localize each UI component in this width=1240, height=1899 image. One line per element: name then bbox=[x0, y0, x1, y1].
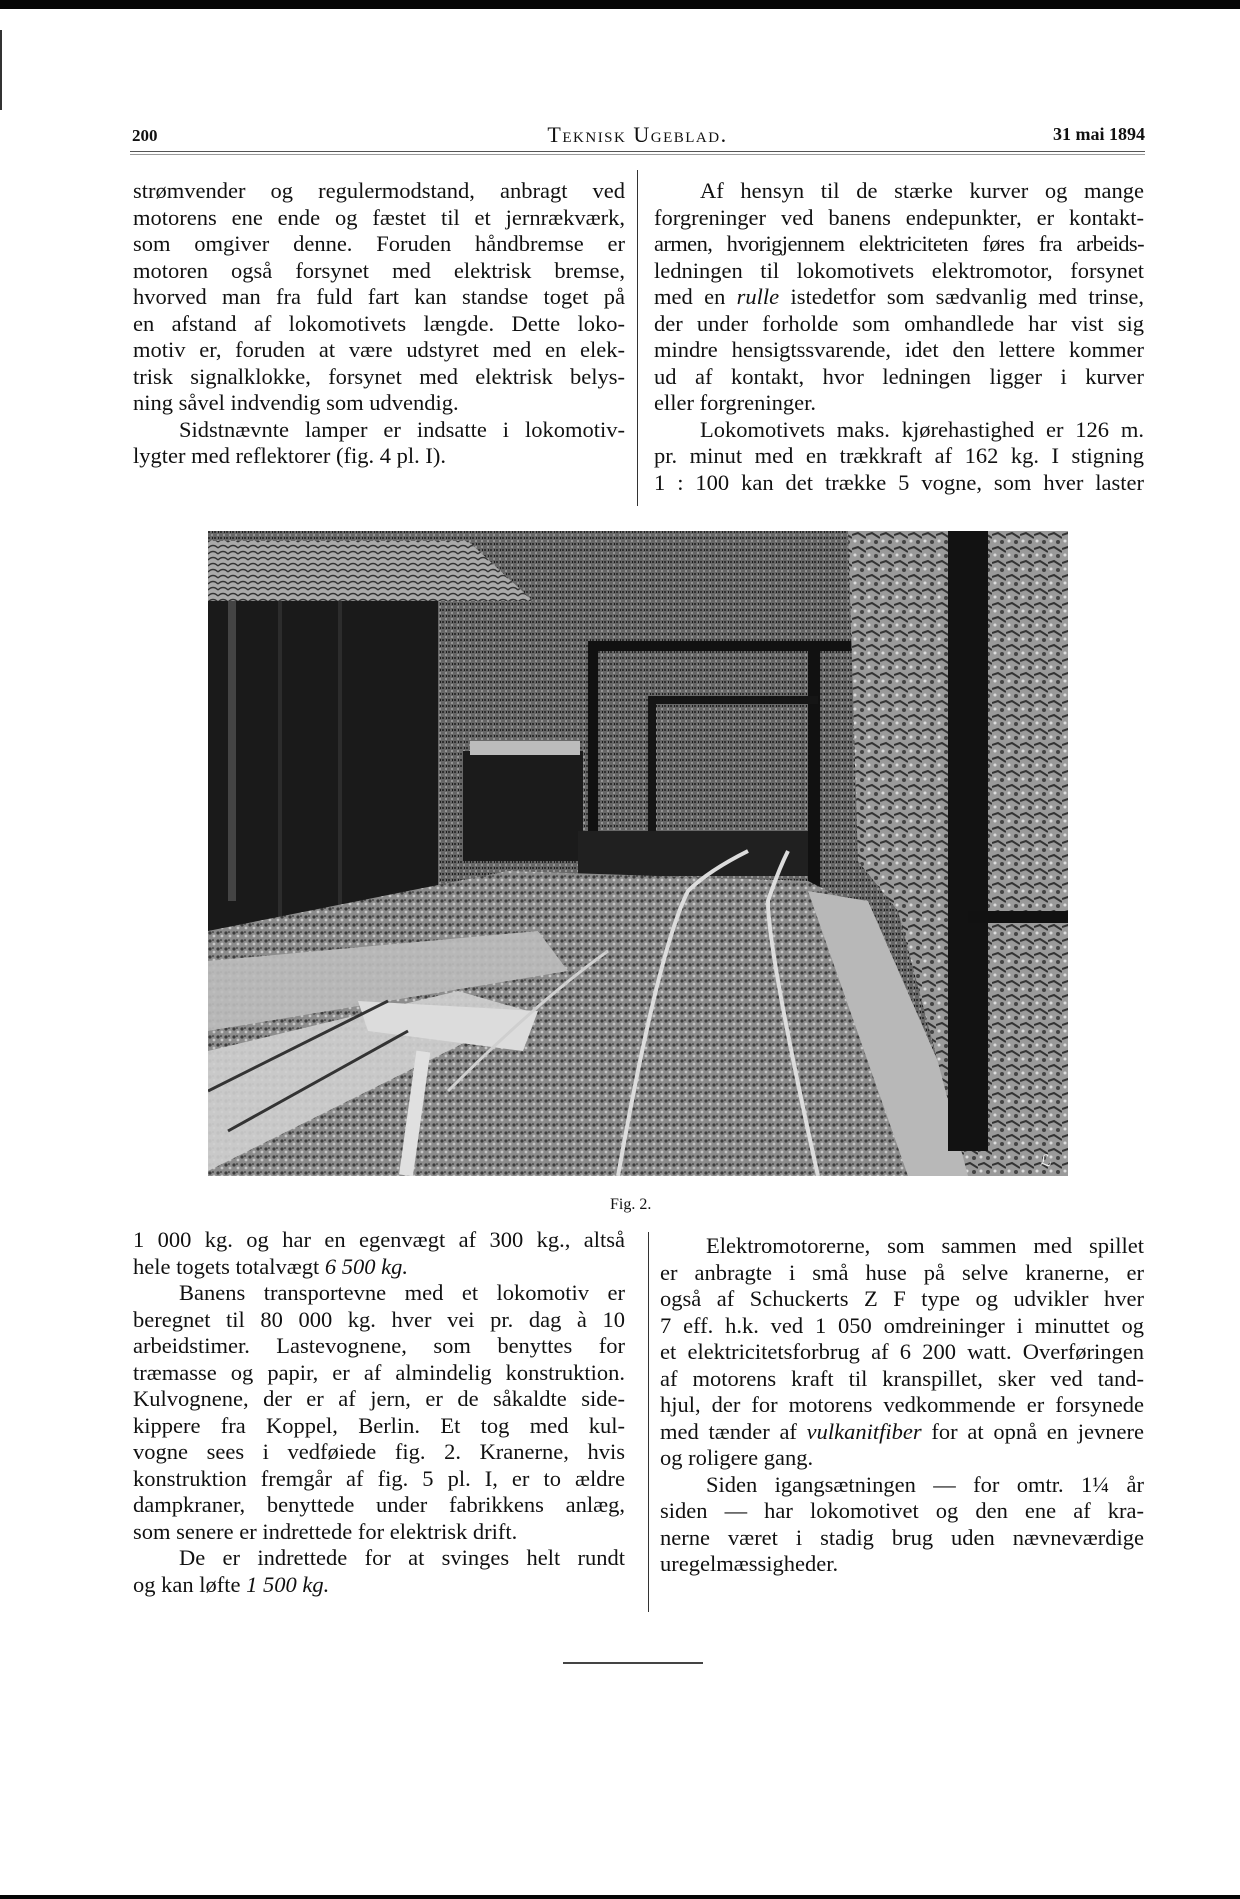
text-line bbox=[654, 284, 1144, 311]
text-run: med tænder af bbox=[660, 1418, 807, 1444]
text-line: Lokomotivets maks. kjørehastighed er 126 m. bbox=[700, 416, 1144, 442]
issue-date: 31 mai 1894 bbox=[1053, 124, 1145, 144]
header-rule-thin bbox=[130, 154, 1145, 155]
text-run: istedetfor som sædvanlig med trinse, bbox=[779, 284, 1144, 309]
emphasis-lift-capacity: 1 500 kg. bbox=[246, 1571, 330, 1597]
column-divider-bottom bbox=[648, 1232, 649, 1612]
text-line: mindre hensigtssvarende, idet den lettere kommer bbox=[654, 337, 1144, 362]
text-line: ud af kontakt, hvor ledningen ligger i kurver bbox=[654, 363, 1144, 389]
text-line: vogne sees i vedføiede fig. 2. Kranerne, hvis bbox=[133, 1439, 625, 1464]
running-header bbox=[130, 122, 1145, 148]
text-line: som senere er indrettede for elektrisk drift. bbox=[133, 1518, 518, 1544]
bottom-left-column bbox=[133, 1227, 625, 1598]
text-line: der under forholde som omhandlede har vist sig bbox=[654, 310, 1144, 336]
text-line: 1 000 kg. og har en egenvægt af 300 kg., altså bbox=[133, 1227, 625, 1252]
text-line: 7 eff. h.k. ved 1 050 omdreininger i minuttet og bbox=[660, 1312, 1144, 1338]
text-line: som omgiver denne. Foruden håndbremse er bbox=[133, 231, 625, 256]
text-line bbox=[133, 1572, 625, 1599]
text-line: er anbragte i små huse på selve kranerne, er bbox=[660, 1259, 1144, 1285]
text-line: Siden igangsætningen — for omtr. 1¼ år bbox=[706, 1471, 1144, 1497]
figure-2-photograph bbox=[208, 531, 1068, 1176]
text-line bbox=[660, 1419, 1144, 1446]
text-line: De er indrettede for at svinges helt rundt bbox=[179, 1545, 625, 1570]
engraver-mark: ℒ bbox=[1040, 1153, 1052, 1170]
emphasis-rulle: rulle bbox=[736, 284, 780, 309]
text-line: nerne været i stadig brug uden nævneværdige bbox=[660, 1524, 1144, 1550]
scan-left-edge bbox=[0, 30, 2, 110]
text-line: hvorved man fra fuld fart kan standse toget på bbox=[133, 284, 625, 309]
text-run: for at opnå en jevnere bbox=[921, 1418, 1144, 1444]
text-line: og roligere gang. bbox=[660, 1445, 814, 1470]
text-line: beregnet til 80 000 kg. hver vei pr. dag à 10 bbox=[133, 1306, 625, 1332]
text-line: en afstand af lokomotivets længde. Dette loko- bbox=[133, 310, 625, 336]
text-line: Banens transportevne med et lokomotiv er bbox=[179, 1280, 625, 1305]
railway-photo-illustration bbox=[208, 531, 1068, 1176]
emphasis-vulkanitfiber: vulkanitfiber bbox=[806, 1418, 922, 1444]
article-end-rule bbox=[563, 1662, 703, 1664]
text-line: motiv er, foruden at være udstyret med en elek- bbox=[133, 337, 625, 362]
text-line: af motorens kraft til kranspillet, sker ved tand- bbox=[660, 1365, 1144, 1391]
emphasis-total-weight: 6 500 kg. bbox=[324, 1253, 408, 1279]
scan-top-border bbox=[0, 0, 1240, 9]
text-line: arbeidstimer. Lastevognene, som benyttes for bbox=[133, 1333, 625, 1358]
text-line: ning såvel indvendig som udvendig. bbox=[133, 390, 459, 415]
text-line: Elektromotorerne, som sammen med spillet bbox=[706, 1233, 1144, 1258]
text-line: trisk signalklokke, forsynet med elektrisk belys- bbox=[133, 363, 625, 389]
text-line: et elektricitetsforbrug af 6 200 watt. Overføringen bbox=[660, 1339, 1144, 1364]
text-line: siden — har lokomotivet og den ene af kra- bbox=[660, 1498, 1144, 1523]
text-line: også af Schuckerts Z F type og udvikler hver bbox=[660, 1286, 1144, 1311]
text-line: pr. minut med en trækkraft af 162 kg. I stigning bbox=[654, 443, 1144, 468]
text-line: eller forgreninger. bbox=[654, 390, 817, 415]
text-line: Sidstnævnte lamper er indsatte i lokomotiv- bbox=[179, 416, 625, 442]
text-line: hjul, der for motorens vedkommende er forsynede bbox=[660, 1392, 1144, 1417]
text-line: uregelmæssigheder. bbox=[660, 1551, 839, 1576]
text-line: ledningen til lokomotivets elektromotor, forsynet bbox=[654, 257, 1144, 283]
header-rule bbox=[130, 151, 1145, 152]
text-line: armen, hvorigjennem elektriciteten føres fra arbeids- bbox=[654, 231, 1144, 256]
text-line bbox=[133, 1254, 625, 1281]
journal-title: Teknisk Ugeblad. bbox=[547, 122, 728, 147]
bottom-right-column bbox=[660, 1233, 1144, 1578]
text-line: Kulvognene, der er af jern, er de såkaldte side- bbox=[133, 1386, 625, 1411]
text-line: dampkraner, benyttede under fabrikkens anlæg, bbox=[133, 1492, 625, 1517]
text-line: motorens ene ende og fæstet til et jernrækværk, bbox=[133, 204, 625, 230]
text-run: hele togets totalvægt bbox=[133, 1253, 325, 1279]
text-line: konstruktion fremgår af fig. 5 pl. I, er to ældre bbox=[133, 1465, 625, 1491]
text-line: lygter med reflektorer (fig. 4 pl. I). bbox=[133, 443, 447, 468]
figure-caption: Fig. 2. bbox=[610, 1196, 652, 1213]
text-run: med en bbox=[654, 284, 737, 309]
text-line: 1 : 100 kan det trække 5 vogne, som hver laster bbox=[654, 469, 1144, 495]
column-divider-top bbox=[637, 170, 638, 506]
text-line: Af hensyn til de stærke kurver og mange bbox=[700, 178, 1144, 203]
top-right-column bbox=[654, 178, 1144, 496]
text-line: kippere fra Koppel, Berlin. Et tog med kul- bbox=[133, 1412, 625, 1438]
top-left-column bbox=[133, 178, 625, 470]
text-run: og kan løfte bbox=[133, 1571, 247, 1597]
scan-bottom-border bbox=[0, 1895, 1240, 1899]
text-line: forgreninger ved banens endepunkter, er kontakt- bbox=[654, 204, 1144, 230]
text-line: træmasse og papir, er af almindelig konstruktion. bbox=[133, 1359, 625, 1385]
text-line: motoren også forsynet med elektrisk bremse, bbox=[133, 257, 625, 283]
text-line: strømvender og regulermodstand, anbragt ved bbox=[133, 178, 625, 203]
page-number: 200 bbox=[132, 126, 158, 145]
